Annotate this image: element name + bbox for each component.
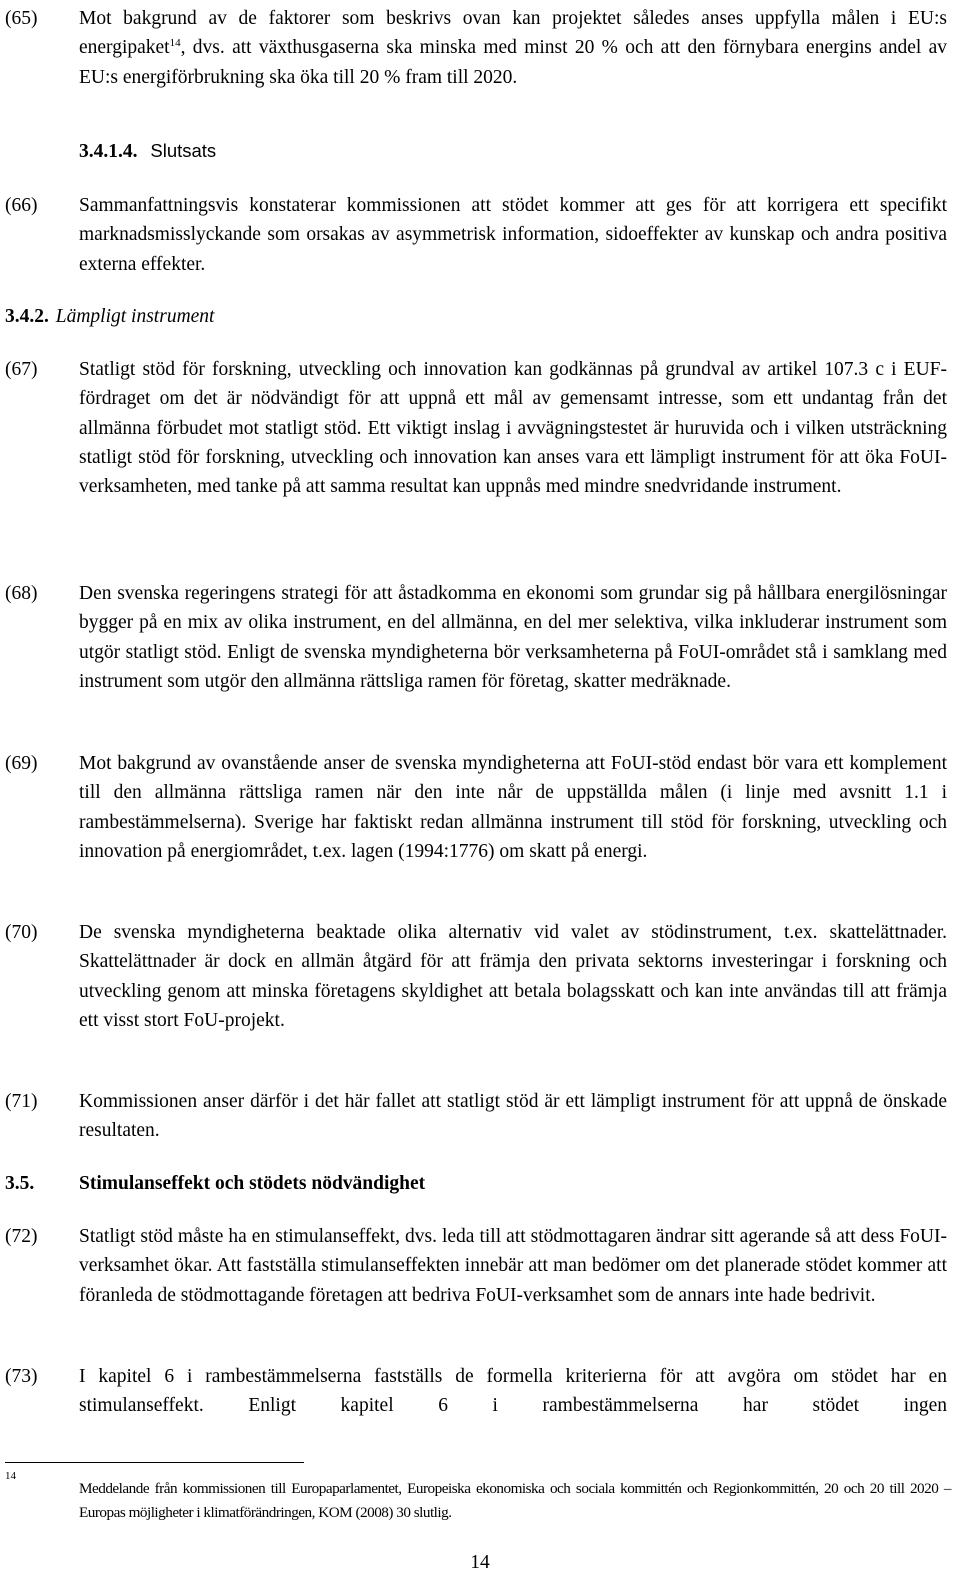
paragraph-text: De svenska myndigheterna beaktade olika alternativ vid valet av stödinstrument, t.ex. skattelättnader. Skattelättnader är dock en allmän åtgärd för att främja den privata sektorns investeringar i forskning och utveckling genom att minska företagens skyldighet att betala bolagsskatt och kan inte användas till att främja ett visst stort FoU-projekt. xyxy=(79,922,947,1031)
paragraph-text: Statligt stöd måste ha en stimulanseffekt, dvs. leda till att stödmottagaren ändrar sitt agerande så att dess FoUI-verksamhet ökar. Att fastställa stimulanseffekten innebär att man bedömer om det planerade stödet kommer att föranleda de stödmottagande företagen att bedriva FoUI-verksamhet som de annars inte hade bedrivit. xyxy=(79,1226,947,1306)
paragraph-number: (68) xyxy=(5,583,38,604)
section-heading-3-5-title xyxy=(79,1169,425,1198)
paragraph-text: I kapitel 6 i rambestämmelserna fastställs de formella kriterierna för att avgöra om stödet har en stimulanseffekt. Enligt kapitel 6 i rambestämmelserna har stödet ingen xyxy=(79,1366,947,1417)
heading-number: 3.4.2. xyxy=(5,306,49,327)
paragraph-number: (71) xyxy=(5,1091,38,1112)
heading-number: 3.4.1.4. xyxy=(79,141,138,162)
section-heading-3-4-1-4 xyxy=(79,136,216,166)
paragraph-number: (67) xyxy=(5,359,38,380)
paragraph-text: Kommissionen anser därför i det här fallet att statligt stöd är ett lämpligt instrument för att uppnå de önskade resultaten. xyxy=(79,1091,947,1142)
paragraph-text-part: Mot bakgrund av de faktorer som beskrivs ovan kan projektet således anses uppfylla målen i EU:s energipaket xyxy=(79,8,947,59)
paragraph-number: (70) xyxy=(5,922,38,943)
page-number: 14 xyxy=(470,1552,490,1573)
heading-title: Slutsats xyxy=(150,140,217,161)
paragraph-number: (72) xyxy=(5,1226,38,1247)
footnote-mark: 14 xyxy=(5,1470,16,1482)
heading-title: Lämpligt instrument xyxy=(55,306,215,327)
section-heading-3-5 xyxy=(5,1169,34,1198)
paragraph-text-part: , dvs. att växthusgaserna ska minska med minst 20 % och att den förnybara energins andel av EU:s energiförbrukning ska öka till 20 % fram till 2020. xyxy=(79,37,947,88)
paragraph-number: (73) xyxy=(5,1366,38,1387)
heading-title: Stimulanseffekt och stödets nödvändighet xyxy=(79,1173,426,1194)
heading-number: 3.5. xyxy=(5,1173,35,1194)
footnote-text: Meddelande från kommissionen till Europaparlamentet, Europeiska ekonomiska och sociala kommittén och Regionkommittén, 20 och 20 till 2020 – Europas möjligheter i klimatförändringen, KOM (2008) 30 slutlig. xyxy=(79,1480,951,1521)
paragraph-text: Den svenska regeringens strategi för att åstadkomma en ekonomi som grundar sig på hållbara energilösningar bygger på en mix av olika instrument, en del allmänna, en del mer selektiva, vilka inkluderar instrument som utgör statligt stöd. Enligt de svenska myndigheterna bör verksamheterna på FoUI-området stå i samklang med instrument som utgör den allmänna rättsliga ramen för företag, skatter medräknade. xyxy=(79,583,947,692)
footnote-separator xyxy=(5,1462,304,1463)
paragraph-text xyxy=(79,4,947,92)
paragraph-number: (69) xyxy=(5,753,38,774)
paragraph-text: Mot bakgrund av ovanstående anser de svenska myndigheterna att FoUI-stöd endast bör vara ett komplement till den allmänna rättsliga ramen när den inte når de uppställda målen (i linje med avsnitt 1.1 i rambestämmelserna). Sverige har faktiskt redan allmänna instrument till stöd för forskning, utveckling och innovation på energiområdet, t.ex. lagen (1994:1776) om skatt på energi. xyxy=(79,753,947,862)
paragraph-text: Sammanfattningsvis konstaterar kommissionen att stödet kommer att ges för att korrigera ett specifikt marknadsmisslyckande som orsakas av asymmetrisk information, sidoeffekter av kunskap och andra positiva externa effekter. xyxy=(79,195,947,275)
section-heading-3-4-2 xyxy=(5,302,214,331)
paragraph-number: (65) xyxy=(5,8,38,29)
paragraph-number: (66) xyxy=(5,195,38,216)
footnote-reference[interactable]: 14 xyxy=(169,37,181,50)
paragraph-text: Statligt stöd för forskning, utveckling och innovation kan godkännas på grundval av artikel 107.3 c i EUF-fördraget om det är nödvändigt för att uppnå ett mål av gemensamt intresse, som ett undantag från det allmänna förbudet mot statligt stöd. Ett viktigt inslag i avvägningstestet är huruvida och i vilken utsträckning statligt stöd för forskning, utveckling och innovation kan anses vara ett lämpligt instrument för att öka FoUI-verksamheten, med tanke på att samma resultat kan uppnås med mindre snedvridande instrument. xyxy=(79,359,947,498)
